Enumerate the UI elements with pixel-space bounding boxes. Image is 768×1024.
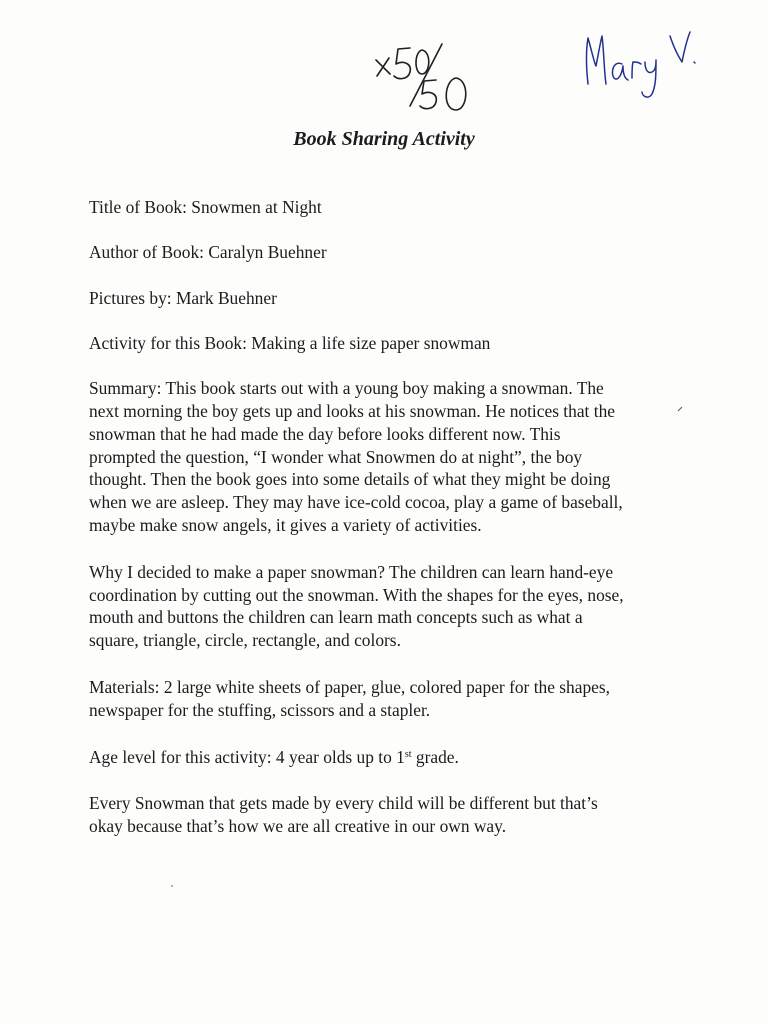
age-level-suffix: grade. bbox=[411, 746, 459, 767]
author-line: Author of Book: Caralyn Buehner bbox=[89, 242, 327, 263]
age-level-text: Age level for this activity: 4 year olds up to 1 bbox=[89, 746, 405, 767]
reason-paragraph: Why I decided to make a paper snowman? The children can learn hand-eye coordination by cutting out the snowman. With the shapes for the eyes, nose, mouth and buttons the children can learn math concepts such as what a square, triangle, circle, rectangle, and colors. bbox=[89, 561, 624, 651]
activity-line: Activity for this Book: Making a life size paper snowman bbox=[89, 332, 491, 353]
handwritten-score bbox=[370, 40, 490, 118]
age-level-line bbox=[89, 746, 689, 769]
closing-paragraph: Every Snowman that gets made by every child will be different but that’s okay because that’s how we are all creative in our own way. bbox=[89, 793, 598, 837]
materials-paragraph: Materials: 2 large white sheets of paper, glue, colored paper for the shapes, newspaper for the stuffing, scissors and a stapler. bbox=[89, 676, 610, 720]
handwritten-signature bbox=[574, 22, 704, 102]
document-body bbox=[89, 196, 689, 860]
summary-paragraph: Summary: This book starts out with a young boy making a snowman. The next morning the boy gets up and looks at his snowman. He notices that the snowman that he had made the day before looks different now. This prompted the question, “I wonder what Snowmen do at night”, the boy thought. Then the book goes into some details of what they might be doing when we are asleep. They may have ice-cold cocoa, play a game of baseball, maybe make snow angels, it gives a variety of activities. bbox=[89, 378, 623, 535]
age-level-ordinal: st bbox=[404, 748, 412, 760]
book-title-line: Title of Book: Snowmen at Night bbox=[89, 197, 322, 217]
pictures-line: Pictures by: Mark Buehner bbox=[89, 287, 277, 308]
scan-speck bbox=[171, 885, 173, 887]
document-title: Book Sharing Activity bbox=[293, 128, 475, 150]
